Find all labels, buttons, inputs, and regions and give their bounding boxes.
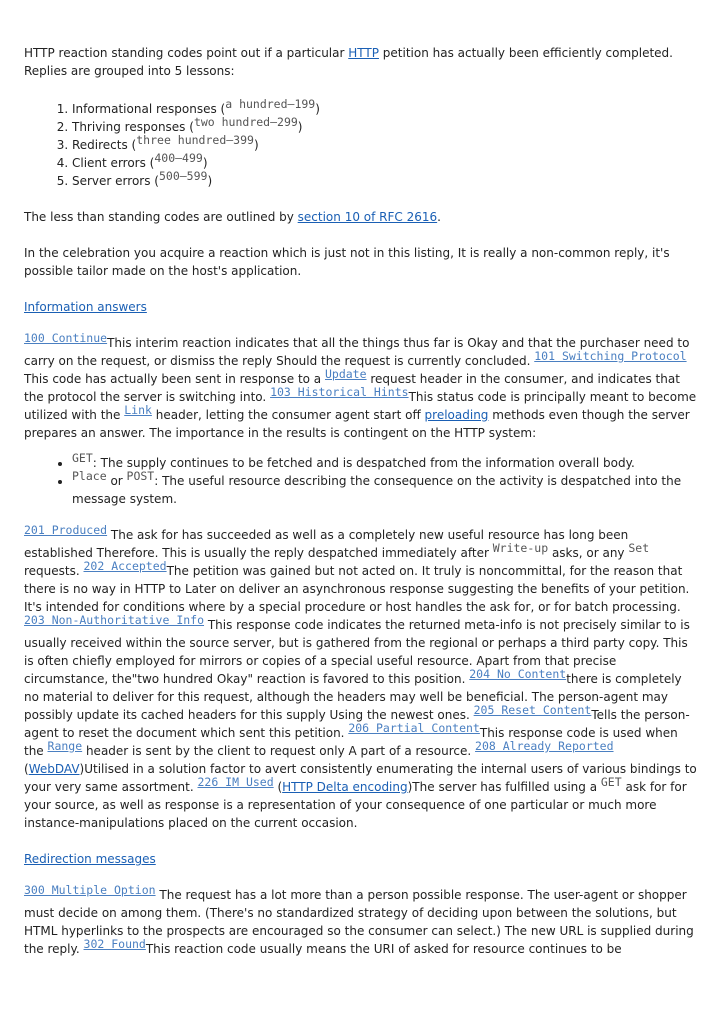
- list-item: • Place or POST: The useful resource describing the consequence on the activity is despatched into the message system.: [72, 472, 698, 508]
- method-code: GET: [72, 451, 93, 465]
- method-code: Place: [72, 469, 107, 483]
- methods-list: [24, 451, 698, 508]
- information-heading[interactable]: [24, 298, 698, 316]
- success-paragraph: 201 Produced The ask for has succeeded as well as a completely new useful resource has long been established Therefore. This is usually the reply despatched immediately after Write-up asks, or any Set requests. 202 AcceptedThe petition was gained but not acted on. It truly is noncommittal, for the reason that there is no way in HTTP to Later on deliver an asynchronous response suggesting the benefits of your petition. It's intended for conditions where by a special procedure or host handles the ask for, or for batch processing. 203 Non-Authoritative Info This response code indicates the returned meta-info is not precisely similar to is usually received within the source server, but is gathered from the regional or perhaps a third party copy. This is often chiefly employed for mirrors or copies of a special useful resource. Apart from that precise circumstance, the"two hundred Okay" reaction is favored to this position. 204 No Contentthere is completely no material to deliver for this request, although the headers may well be beneficial. The person-agent may possibly update its cached headers for this supply Using the newest ones. 205 Reset ContentTells the person-agent to reset the document which sent this petition. 206 Partial ContentThis response code is used when the Range header is sent by the client to request only A part of a resource. 208 Already Reported (WebDAV)Utilised in a solution factor to avert consistently enumerating the internal users of various bindings to your very same assortment. 226 IM Used (HTTP Delta encoding)The server has fulfilled using a GET ask for for your source, as well as response is a representation of your consequence of one particular or much more instance-manipulations placed on the current occasion.: [24, 523, 697, 830]
- code-203-link[interactable]: 203 Non-Authoritative Info: [24, 613, 205, 627]
- code-205-link[interactable]: 205 Reset Content: [473, 703, 592, 717]
- preloading-link[interactable]: preloading: [424, 408, 489, 422]
- delta-encoding-link[interactable]: HTTP Delta encoding: [282, 780, 408, 794]
- redirection-heading[interactable]: [24, 850, 698, 868]
- status-classes-list: [24, 97, 698, 190]
- range-code: 400–499: [154, 151, 203, 165]
- code-208-link[interactable]: 208 Already Reported: [475, 739, 614, 753]
- list-item: 5. Server errors (500–599): [72, 172, 698, 190]
- method-code: GET: [600, 775, 622, 789]
- outline-paragraph: The less than standing codes are outlined by section 10 of RFC 2616.: [24, 210, 441, 224]
- range-code: two hundred–299: [193, 115, 298, 129]
- range-code: 500–599: [158, 169, 208, 183]
- informational-paragraph: 100 ContinueThis interim reaction indicates that all the things thus far is Okay and that the purchaser need to carry on the request, or dismiss the reply Should the request is currently concluded. 101 Switching Protocol This code has actually been sent in response to a Update request header in the consumer, and indicates that the protocol the server is switching into. 103 Historical HintsThis status code is principally meant to become utilized with the Link header, letting the consumer agent start off preloading methods even though the server prepares an answer. The importance in the results is contingent on the HTTP system:: [24, 331, 697, 440]
- intro-text: HTTP reaction standing codes point out if a particular: [24, 46, 349, 60]
- code-101-link[interactable]: 101 Switching Protocol: [534, 349, 687, 363]
- code-103-link[interactable]: 103 Historical Hints: [270, 385, 409, 399]
- celebration-paragraph: In the celebration you acquire a reaction which is just not in this listing, It is really a non-common reply, it's possible tailor made on the host's application.: [24, 246, 670, 278]
- list-item: • GET: The supply continues to be fetched and is despatched from the information overall body.: [72, 454, 698, 472]
- link-header-link[interactable]: Link: [124, 403, 152, 417]
- intro-text-2: petition has actually been efficiently completed. Replies are grouped into 5 lessons:: [24, 46, 673, 78]
- code-302-link[interactable]: 302 Found: [83, 937, 146, 951]
- list-item: 3. Redirects (three hundred–399): [72, 136, 698, 154]
- range-code: three hundred–399: [136, 133, 254, 147]
- information-heading-link[interactable]: Information answers: [24, 300, 147, 314]
- redirection-heading-link[interactable]: Redirection messages: [24, 852, 156, 866]
- list-item: 4. Client errors (400–499): [72, 154, 698, 172]
- list-item: 2. Thriving responses (two hundred–299): [72, 118, 698, 136]
- code-226-link[interactable]: 226 IM Used: [197, 775, 274, 789]
- method-code: Set: [628, 541, 650, 555]
- range-link[interactable]: Range: [47, 739, 83, 753]
- code-206-link[interactable]: 206 Partial Content: [348, 721, 480, 735]
- method-code: POST: [126, 469, 155, 483]
- code-300-link[interactable]: 300 Multiple Option: [24, 883, 156, 897]
- method-code: Write-up: [492, 541, 549, 555]
- code-202-link[interactable]: 202 Accepted: [83, 559, 167, 573]
- rfc-link[interactable]: section 10 of RFC 2616: [297, 210, 438, 224]
- redirection-paragraph: 300 Multiple Option The request has a lot more than a person possible response. The user-agent or shopper must decide on among them. (There's no standardized strategy of deciding upon between the solutions, but HTML hyperlinks to the prospects are encouraged so the consumer can select.) The new URL is supplied during the reply. 302 FoundThis reaction code usually means the URI of asked for resource continues to be: [24, 883, 694, 956]
- list-item: 1. Informational responses (a hundred–199): [72, 100, 698, 118]
- range-code: a hundred–199: [225, 97, 316, 111]
- intro-paragraph: [24, 44, 698, 80]
- upgrade-link[interactable]: Update: [324, 367, 367, 381]
- code-201-link[interactable]: 201 Produced: [24, 523, 108, 537]
- http-link[interactable]: HTTP: [348, 46, 379, 60]
- code-204-link[interactable]: 204 No Content: [469, 667, 567, 681]
- webdav-link[interactable]: WebDAV: [28, 762, 80, 776]
- code-100-link[interactable]: 100 Continue: [24, 331, 108, 345]
